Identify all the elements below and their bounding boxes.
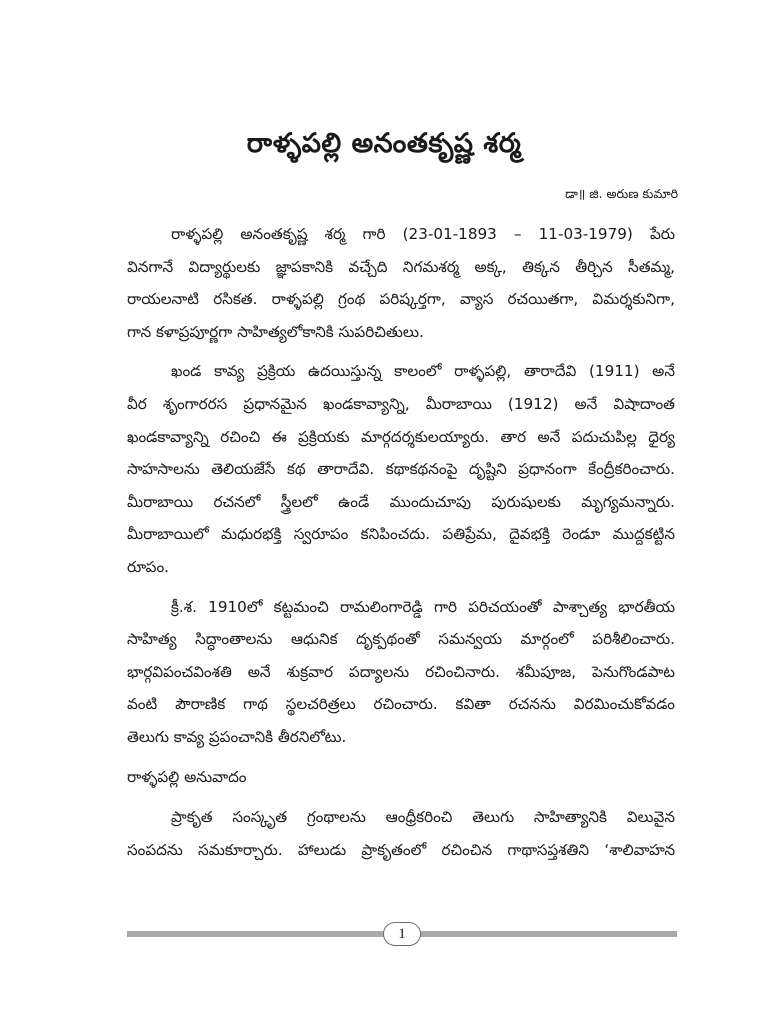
paragraph-line: సాహిత్య సిద్ధాంతాలను ఆధునిక దృక్పథంతో సమన్వయ మార్గంలో పరిశీలించారు. [127, 630, 675, 649]
paragraph-line: సంపదను సమకూర్చారు. హాలుడు ప్రాకృతంలో రచించిన గాథాసప్తశతిని ‘శాలివాహన [127, 840, 675, 859]
paragraph-line: వంటి పౌరాణిక గాథ స్థలచరిత్రలు రచించారు. కవితా రచనను విరమించుకోవడం [127, 695, 675, 714]
paragraph-line: రూపం. [127, 557, 170, 576]
paragraph-line: క్రీ.శ. 1910లో కట్టమంచి రామలింగారెడ్డి గారి పరిచయంతో పాశ్చాత్య భారతీయ [171, 597, 675, 616]
paragraph-2 [127, 355, 675, 583]
section-heading: రాళ్ళపల్లి అనువాదం [127, 767, 247, 786]
page-number: 1 [383, 922, 421, 946]
paragraph-line: సాహసాలను తెలియజేసే కథ తారాదేవి. కథాకథనంపై దృష్టిని ప్రధానంగా కేంద్రీకరించారు. [127, 460, 675, 479]
paragraph-line: ఖండ కావ్య ప్రక్రియ ఉదయిస్తున్న కాలంలో రాళ్ళపల్లి, తారాదేవి (1911) అనే [171, 362, 675, 381]
paragraph-1 [127, 218, 675, 348]
paragraph-line: మీరాబాయిలో మధురభక్తి స్వరూపం కనిపించదు. పతిప్రేమ, దైవభక్తి రెండూ ముద్దకట్టిన [127, 525, 675, 544]
body-text [127, 218, 675, 873]
paragraph-line: గాన కళాప్రపూర్ణగా సాహిత్యలోకానికి సుపరిచితులు. [127, 322, 424, 341]
paragraph-line: వీర శృంగారరస ప్రధానమైన ఖండకావ్యాన్ని, మీరాబాయి (1912) అనే విషాదాంత [127, 394, 675, 413]
paragraph-line: రాయలనాటి రసికత. రాళ్ళపల్లి గ్రంథ పరిష్కర్తగా, వ్యాస రచయితగా, విమర్శకునిగా, [127, 290, 675, 309]
paragraph-line: వినగానే విద్యార్థులకు జ్ఞాపకానికి వచ్చేది నిగమశర్మ అక్క, తిక్కన తీర్చిన సీతమ్మ, [127, 257, 675, 276]
author-name: డా॥ జి. అరుణ కుమారి [565, 186, 678, 201]
paragraph-line: ప్రాకృత సంస్కృత గ్రంథాలను ఆంధ్రీకరించి తెలుగు సాహిత్యానికి విలువైన [171, 808, 675, 827]
page-title: రాళ్ళపల్లి అనంతకృష్ణ శర్మ [246, 128, 522, 159]
paragraph-3 [127, 591, 675, 754]
paragraph-line: మీరాబాయి రచనలో స్త్రీలలో ఉండే ముందుచూపు పురుషులకు మృగ్యమన్నారు. [127, 492, 675, 511]
paragraph-4 [127, 801, 675, 866]
paragraph-line: తెలుగు కావ్య ప్రపంచానికి తీరనిలోటు. [127, 727, 347, 746]
paragraph-line: ఖండకావ్యాన్ని రచించి ఈ ప్రక్రియకు మార్గదర్శకులయ్యారు. తార అనే పదుచుపిల్ల ధైర్య [127, 427, 675, 446]
paragraph-line: భార్గవిపంచవింశతి అనే శుక్రవార పద్యాలను రచించినారు. శమీపూజ, పెనుగొండపాట [127, 662, 675, 681]
page-footer [127, 922, 677, 946]
paragraph-line: రాళ్ళపల్లి అనంతకృష్ణ శర్మ గారి (23-01-1893 – 11-03-1979) పేరు [171, 225, 675, 243]
